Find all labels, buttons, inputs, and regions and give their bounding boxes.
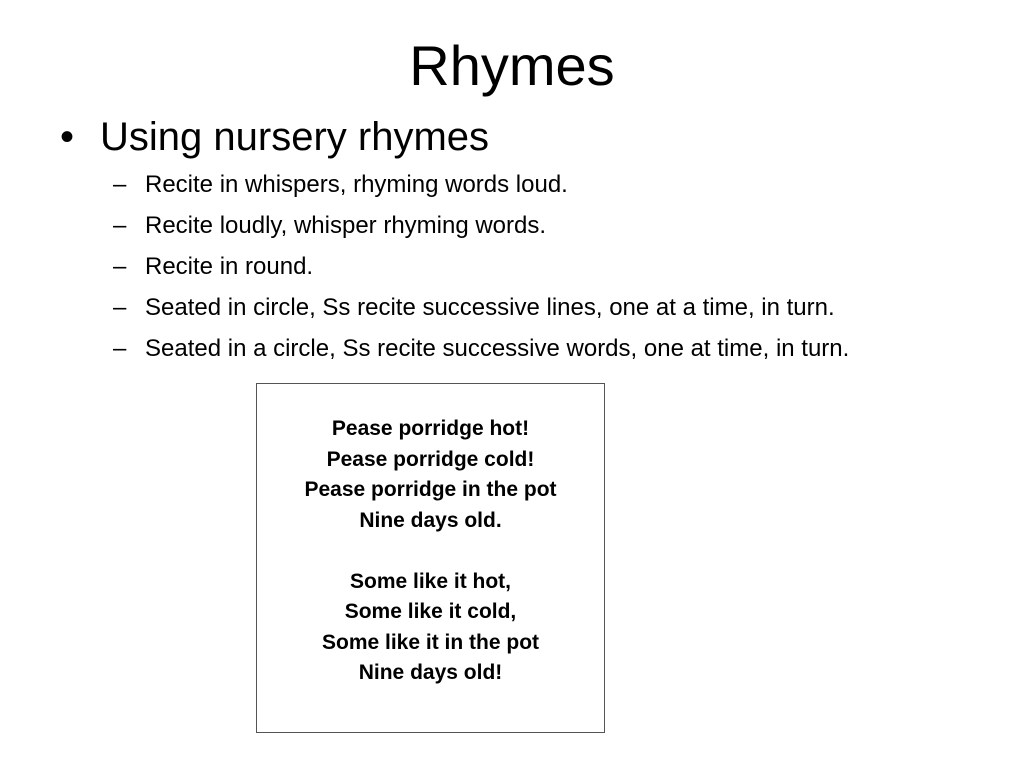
poem-line: Nine days old!: [358, 661, 503, 684]
sub-bullet-item: [113, 293, 973, 323]
poem-line: Nine days old.: [359, 508, 502, 532]
dash-marker: –: [113, 212, 127, 239]
sub-bullet-text: Recite in round.: [145, 253, 314, 280]
main-bullet: [60, 112, 489, 162]
sub-bullet-text: Seated in circle, Ss recite successive lines, one at a time, in turn.: [145, 294, 835, 321]
slide-title: Rhymes: [409, 34, 615, 97]
dash-marker: –: [113, 171, 127, 198]
poem-line: Some like it cold,: [344, 600, 517, 623]
sub-bullet-item: [113, 170, 973, 200]
sub-bullet-item: [113, 211, 973, 241]
dash-marker: –: [113, 335, 127, 362]
sub-bullet-item: [113, 252, 973, 282]
dash-marker: –: [113, 294, 127, 321]
poem-box: [256, 383, 605, 733]
poem-line: Pease porridge cold!: [326, 447, 535, 471]
dash-marker: –: [113, 253, 127, 280]
bullet-marker: •: [60, 115, 75, 159]
sub-bullet-item: [113, 334, 973, 364]
sub-bullet-text: Recite loudly, whisper rhyming words.: [145, 212, 547, 239]
poem-stanza-2: [257, 567, 604, 689]
sub-bullet-text: Recite in whispers, rhyming words loud.: [145, 171, 568, 198]
poem-line: Pease porridge in the pot: [304, 478, 557, 501]
poem-line: Some like it in the pot: [321, 630, 540, 654]
sub-bullet-text: Seated in a circle, Ss recite successive words, one at time, in turn.: [145, 335, 850, 362]
poem-line: Some like it hot,: [349, 569, 512, 593]
main-bullet-text: Using nursery rhymes: [100, 115, 490, 159]
poem-stanza-1: [257, 414, 604, 536]
sub-bullet-list: [113, 170, 973, 375]
poem-line: Pease porridge hot!: [331, 417, 530, 440]
